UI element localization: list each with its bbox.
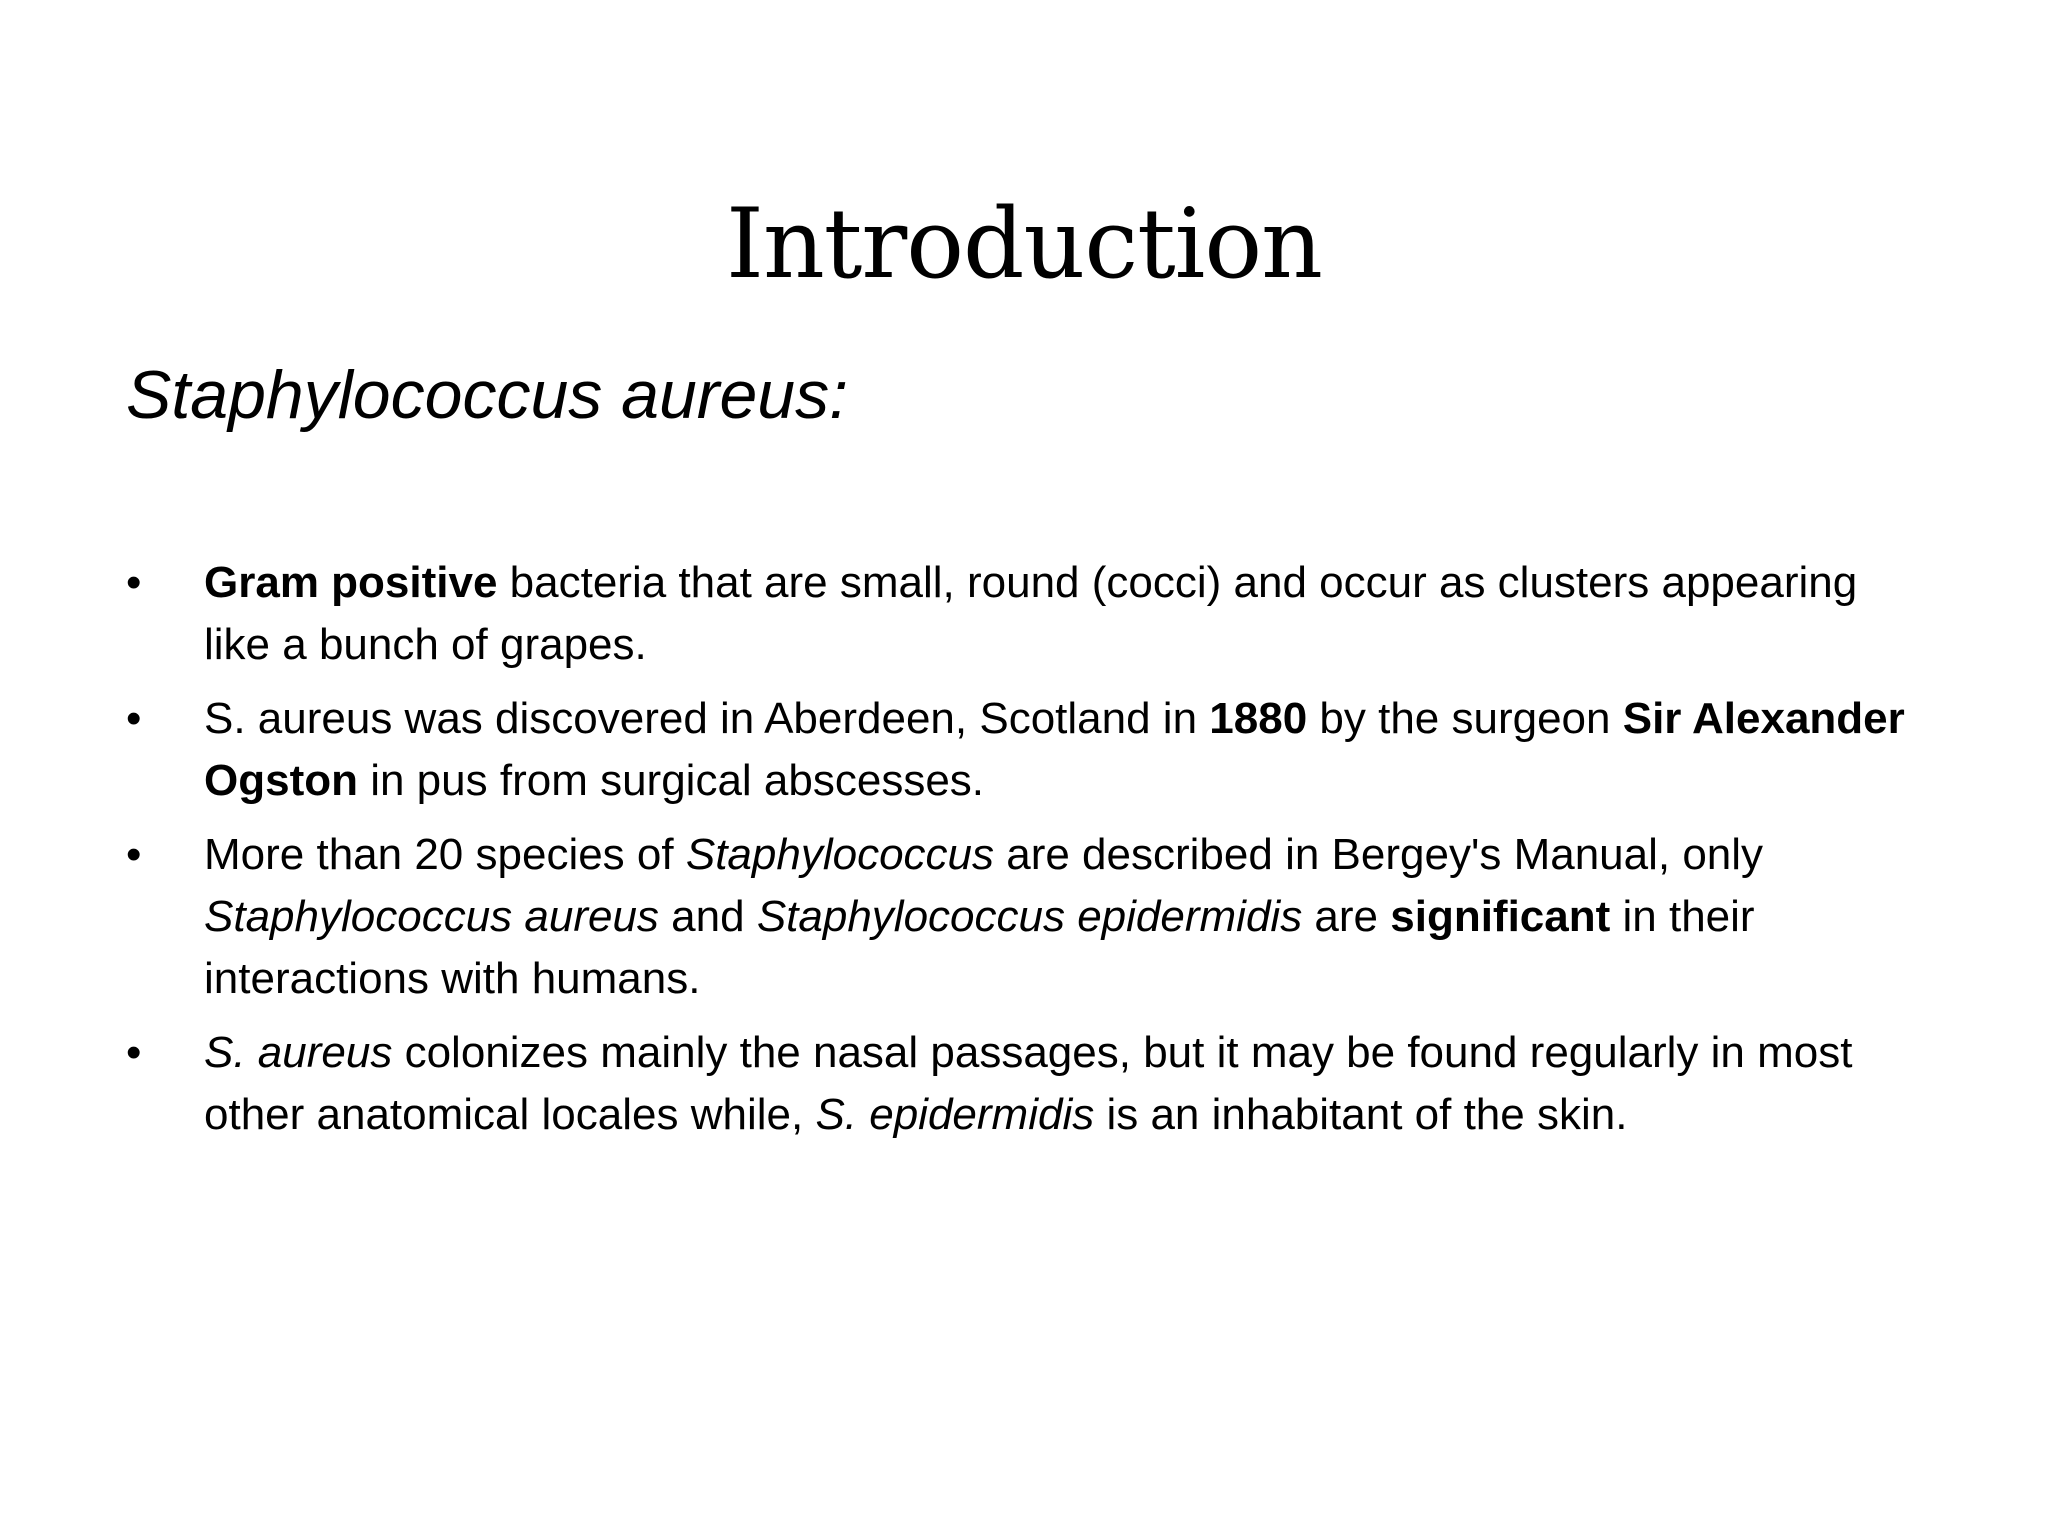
text-run: and xyxy=(658,892,757,941)
bullet-text xyxy=(204,830,1763,1003)
bullet-text xyxy=(204,1028,1852,1139)
text-run: S. epidermidis xyxy=(815,1090,1095,1139)
slide-title: Introduction xyxy=(726,188,1322,301)
text-run: More than 20 species of xyxy=(204,830,686,879)
text-run: Sir Alexander Ogston xyxy=(204,694,1905,805)
text-run: S. aureus xyxy=(204,1028,393,1077)
bullet-item xyxy=(126,824,1906,1010)
bullet-marker: • xyxy=(126,558,142,607)
text-run: in pus from surgical abscesses. xyxy=(357,756,985,805)
text-run: S. aureus was discovered in Aberdeen, Scotland in xyxy=(204,694,1210,743)
bullet-marker: • xyxy=(126,694,142,743)
text-run: in their interactions with humans. xyxy=(204,892,1755,1003)
text-run: 1880 xyxy=(1209,694,1308,743)
text-run: significant xyxy=(1390,892,1611,941)
text-run: Gram positive xyxy=(204,558,498,607)
text-run: Staphylococcus aureus xyxy=(204,892,659,941)
bullet-marker: • xyxy=(126,1028,142,1077)
bullet-item xyxy=(126,688,1906,812)
bullet-item xyxy=(126,1022,1906,1146)
text-run: Staphylococcus epidermidis xyxy=(756,892,1303,941)
text-run: by the surgeon xyxy=(1307,694,1623,743)
text-run: are xyxy=(1302,892,1391,941)
bullet-text xyxy=(204,558,1857,669)
text-run: bacteria that are small, round (cocci) and occur as clusters appearing like a bunch of grapes. xyxy=(204,558,1858,669)
text-run: Staphylococcus xyxy=(685,830,995,879)
text-run: are described in Bergey's Manual, only xyxy=(994,830,1764,879)
bullet-text xyxy=(204,694,1905,805)
text-run: is an inhabitant of the skin. xyxy=(1094,1090,1628,1139)
text-run: colonizes mainly the nasal passages, but it may be found regularly in most other anatomical locales while, xyxy=(204,1028,1853,1139)
bullet-list xyxy=(126,552,1906,1158)
bullet-marker: • xyxy=(126,830,142,879)
slide-subtitle: Staphylococcus aureus: xyxy=(126,357,848,433)
bullet-item xyxy=(126,552,1906,676)
